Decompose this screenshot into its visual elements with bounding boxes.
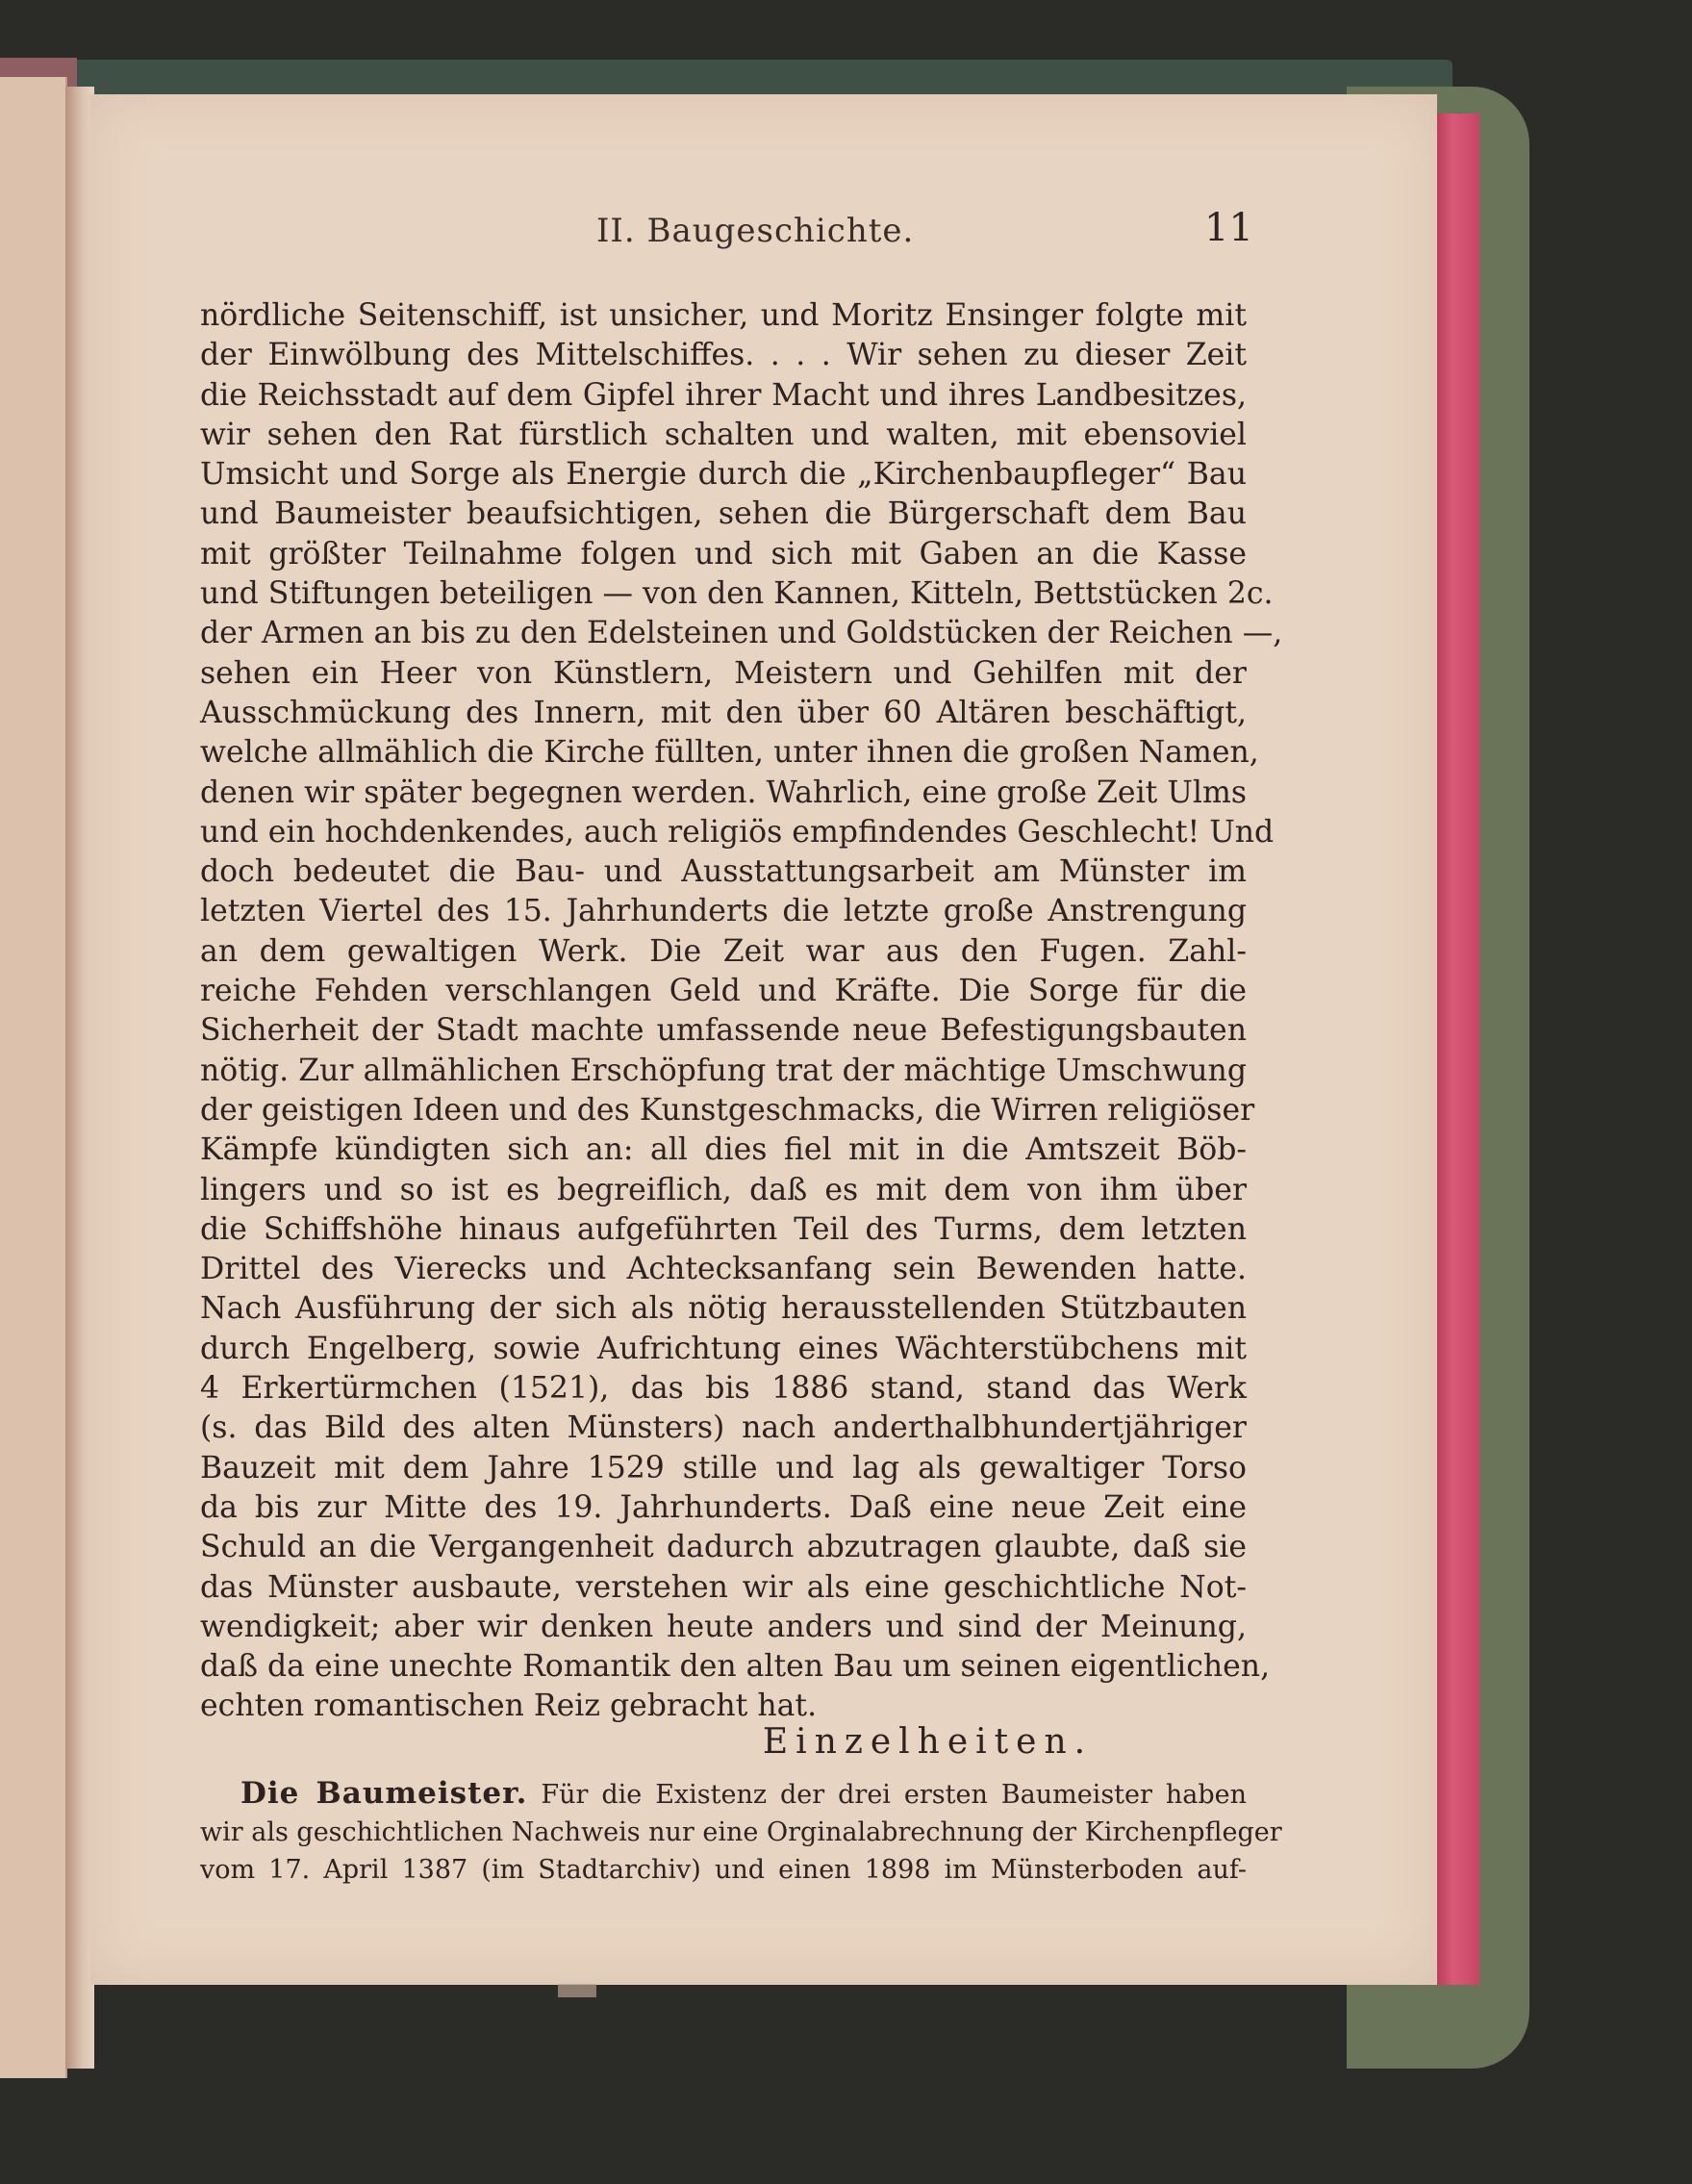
print-smudge — [558, 1984, 596, 1997]
text-line: welche allmählich die Kirche füllten, unter ihnen die großen Namen, — [200, 735, 1259, 771]
text-line: nördliche Seitenschiff, ist unsicher, und Moritz Ensinger folgte mit — [200, 298, 1247, 333]
section-line: vom 17. April 1387 (im Stadtarchiv) und einen 1898 im Münsterboden auf- — [200, 1855, 1247, 1885]
text-line: die Reichsstadt auf dem Gipfel ihrer Macht und ihres Landbesitzes, — [200, 377, 1247, 413]
section-first-line — [200, 1775, 1247, 1814]
text-line: nötig. Zur allmählichen Erschöpfung trat der mächtige Umschwung — [200, 1053, 1247, 1088]
text-line: der Einwölbung des Mittelschiffes. . . . Wir sehen zu dieser Zeit — [200, 338, 1247, 373]
section-lead: Die Baumeister. — [240, 1776, 528, 1811]
text-line: der Armen an bis zu den Edelsteinen und Goldstücken der Reichen —, — [200, 616, 1283, 651]
text-line: sehen ein Heer von Künstlern, Meistern und Gehilfen mit der — [200, 655, 1247, 691]
text-line: die Schiffshöhe hinaus aufgeführten Teil des Turms, dem letzten — [200, 1211, 1247, 1247]
text-line: lingers und so ist es begreiflich, daß es mit dem von ihm über — [200, 1172, 1247, 1207]
page-number: 11 — [1204, 206, 1253, 250]
section-line: wir als geschichtlichen Nachweis nur eine Orginalabrechnung der Kirchenpfleger — [200, 1817, 1282, 1847]
text-line: echten romantischen Reiz gebracht hat. — [200, 1689, 818, 1724]
text-line: Ausschmückung des Innern, mit den über 60 Altären beschäftigt, — [200, 695, 1247, 730]
section-text — [200, 1775, 1282, 1889]
text-line: Schuld an die Vergangenheit dadurch abzutragen glaubte, daß sie — [200, 1530, 1247, 1565]
text-line: denen wir später begegnen werden. Wahrlich, eine große Zeit Ulms — [200, 775, 1247, 810]
text-line: mit größter Teilnahme folgen und sich mit Gaben an die Kasse — [200, 536, 1247, 571]
text-line: an dem gewaltigen Werk. Die Zeit war aus den Fugen. Zahl- — [200, 933, 1247, 969]
text-line: daß da eine unechte Romantik den alten Bau um seinen eigentlichen, — [200, 1649, 1271, 1685]
text-line: da bis zur Mitte des 19. Jahrhunderts. Daß eine neue Zeit eine — [200, 1489, 1247, 1525]
section-heading-text: Einzelheiten. — [762, 1722, 1094, 1762]
text-line: Kämpfe kündigten sich an: all dies fiel mit in die Amtszeit Böb- — [200, 1132, 1247, 1168]
text-line: und Stiftungen beteiligen — von den Kannen, Kitteln, Bettstücken 2c. — [200, 576, 1274, 612]
text-line: reiche Fehden verschlangen Geld und Kräfte. Die Sorge für die — [200, 974, 1247, 1009]
section-first-line-text: Für die Existenz der drei ersten Baumeister haben — [541, 1780, 1247, 1810]
text-line: der geistigen Ideen und des Kunstgeschmacks, die Wirren religiöser — [200, 1092, 1255, 1128]
text-line: und ein hochdenkendes, auch religiös empfindendes Geschlecht! Und — [200, 814, 1275, 850]
left-page — [0, 77, 67, 2078]
text-line: letzten Viertel des 15. Jahrhunderts die letzte große Anstrengung — [200, 894, 1247, 929]
text-line: (s. das Bild des alten Münsters) nach anderthalbhundertjähriger — [200, 1410, 1247, 1446]
text-line: Bauzeit mit dem Jahre 1529 stille und lag als gewaltiger Torso — [200, 1450, 1247, 1486]
text-line: wir sehen den Rat fürstlich schalten und walten, mit ebensoviel — [200, 417, 1247, 452]
text-line: wendigkeit; aber wir denken heute anders und sind der Meinung, — [200, 1609, 1247, 1644]
text-line: und Baumeister beaufsichtigen, sehen die Bürgerschaft dem Bau — [200, 496, 1247, 532]
section-heading — [0, 1722, 1692, 1762]
text-line: Umsicht und Sorge als Energie durch die „Kirchenbaupfleger“ Bau — [200, 457, 1247, 493]
book-top-edge — [29, 60, 1452, 98]
running-head: II. Baugeschichte. — [596, 212, 915, 250]
body-text — [200, 296, 1283, 1727]
page-edges — [1435, 114, 1479, 1985]
text-line: Nach Ausführung der sich als nötig herausstellenden Stützbauten — [200, 1291, 1247, 1327]
text-line: doch bedeutet die Bau- und Ausstattungsarbeit am Münster im — [200, 854, 1247, 890]
text-line: 4 Erkertürmchen (1521), das bis 1886 stand, stand das Werk — [200, 1371, 1247, 1407]
text-line: durch Engelberg, sowie Aufrichtung eines Wächterstübchens mit — [200, 1331, 1247, 1366]
text-line: Drittel des Vierecks und Achtecksanfang sein Bewenden hatte. — [200, 1252, 1247, 1287]
text-line: Sicherheit der Stadt machte umfassende neue Befestigungsbauten — [200, 1013, 1247, 1049]
text-line: das Münster ausbaute, verstehen wir als eine geschichtliche Not- — [200, 1569, 1247, 1605]
